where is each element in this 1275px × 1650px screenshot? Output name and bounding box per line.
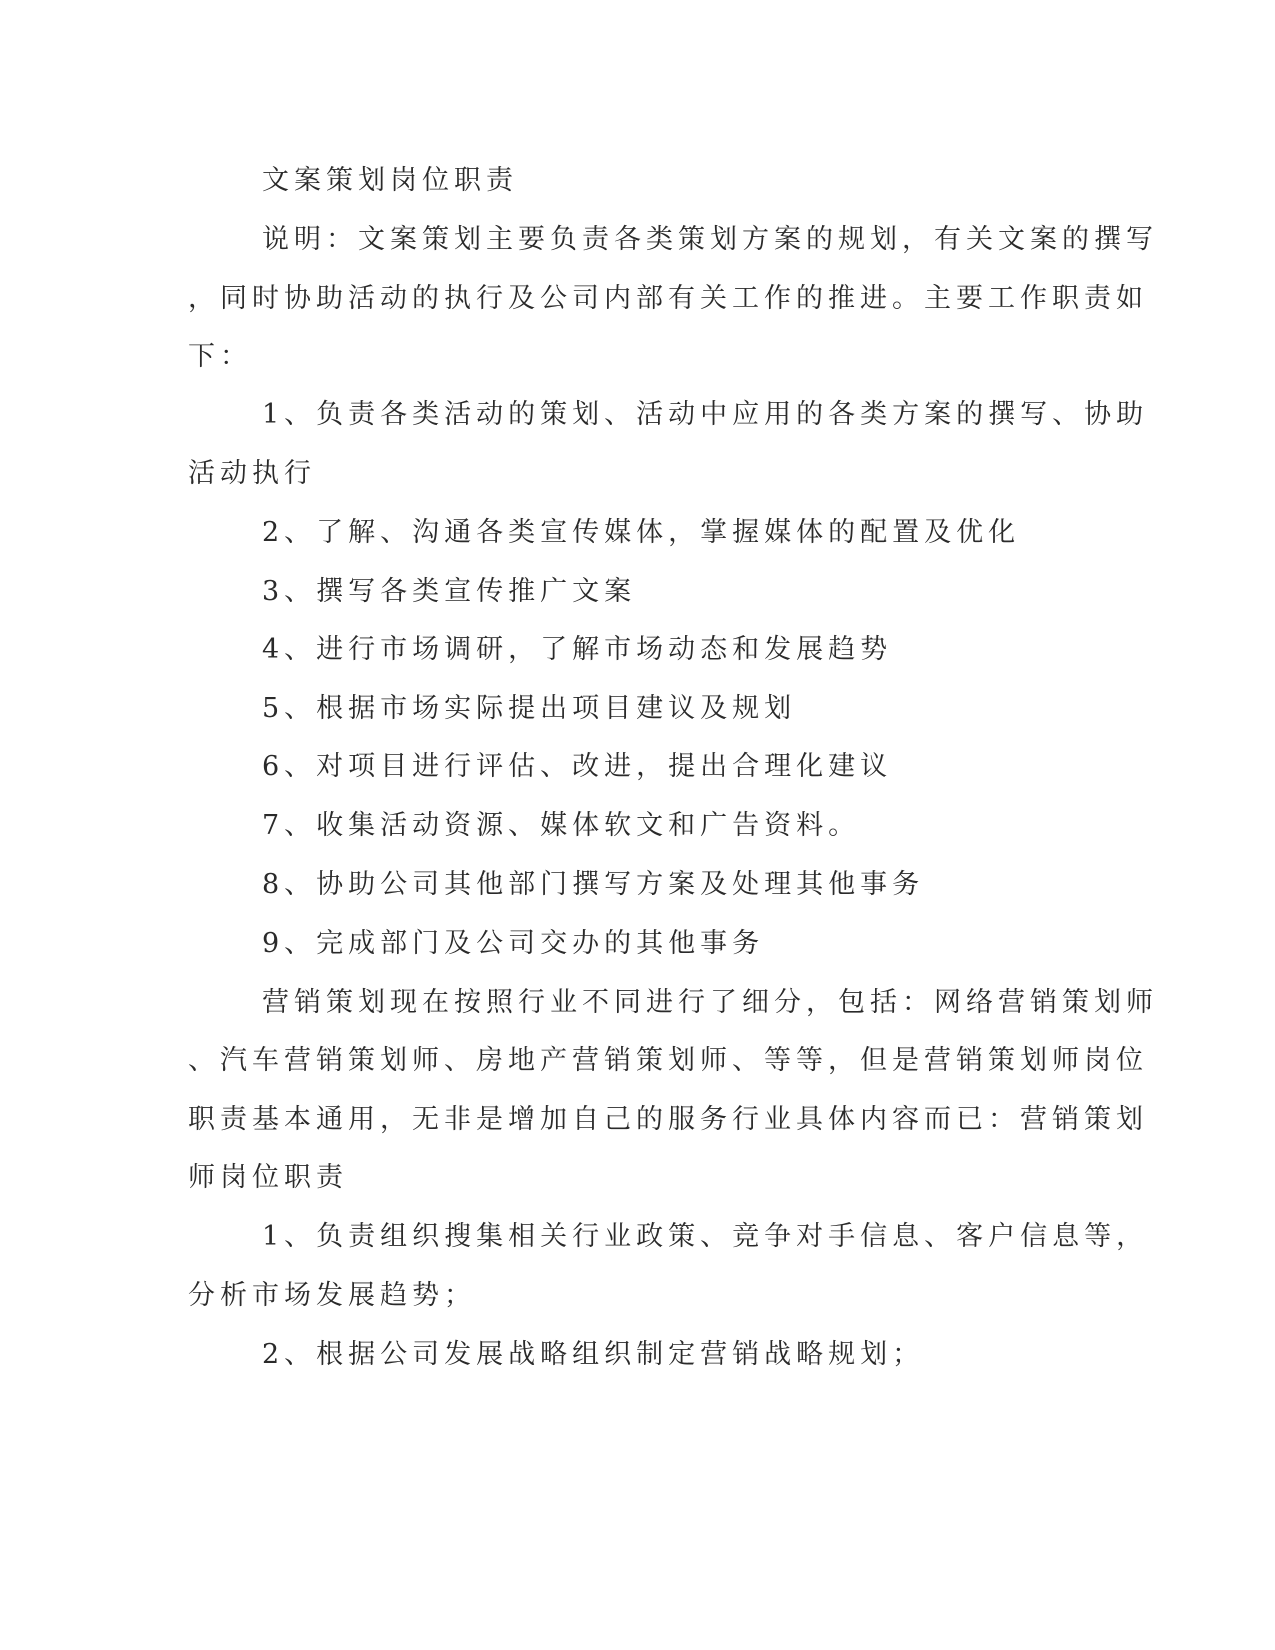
marketing-intro-line-3: 职责基本通用，无非是增加自己的服务行业具体内容而已：营销策划 [188,1104,1148,1135]
duty-3: 3、撰写各类宣传推广文案 [262,576,637,607]
duty-4: 4、进行市场调研，了解市场动态和发展趋势 [262,634,893,665]
duty-7: 7、收集活动资源、媒体软文和广告资料。 [262,810,861,841]
duty-6: 6、对项目进行评估、改进，提出合理化建议 [262,751,893,782]
marketing-intro-line-1: 营销策划现在按照行业不同进行了细分，包括：网络营销策划师 [262,987,1158,1018]
marketing-duty-1-line-1: 1、负责组织搜集相关行业政策、竞争对手信息、客户信息等， [262,1221,1149,1252]
marketing-intro-line-2: 、汽车营销策划师、房地产营销策划师、等等，但是营销策划师岗位 [188,1045,1148,1076]
document-title: 文案策划岗位职责 [262,165,518,196]
duty-1-line-2: 活动执行 [188,458,316,489]
intro-line-3: 下： [188,341,252,372]
marketing-duty-2: 2、根据公司发展战略组织制定营销战略规划； [262,1339,925,1370]
duty-9: 9、完成部门及公司交办的其他事务 [262,928,765,959]
intro-line-1: 说明：文案策划主要负责各类策划方案的规划，有关文案的撰写 [262,224,1158,255]
marketing-duty-1-line-2: 分析市场发展趋势； [188,1280,476,1311]
duty-1-line-1: 1、负责各类活动的策划、活动中应用的各类方案的撰写、协助 [262,399,1149,430]
intro-line-2: ，同时协助活动的执行及公司内部有关工作的推进。主要工作职责如 [188,283,1148,314]
duty-2: 2、了解、沟通各类宣传媒体，掌握媒体的配置及优化 [262,517,1021,548]
marketing-intro-line-4: 师岗位职责 [188,1162,348,1193]
duty-8: 8、协助公司其他部门撰写方案及处理其他事务 [262,869,925,900]
duty-5: 5、根据市场实际提出项目建议及规划 [262,693,797,724]
